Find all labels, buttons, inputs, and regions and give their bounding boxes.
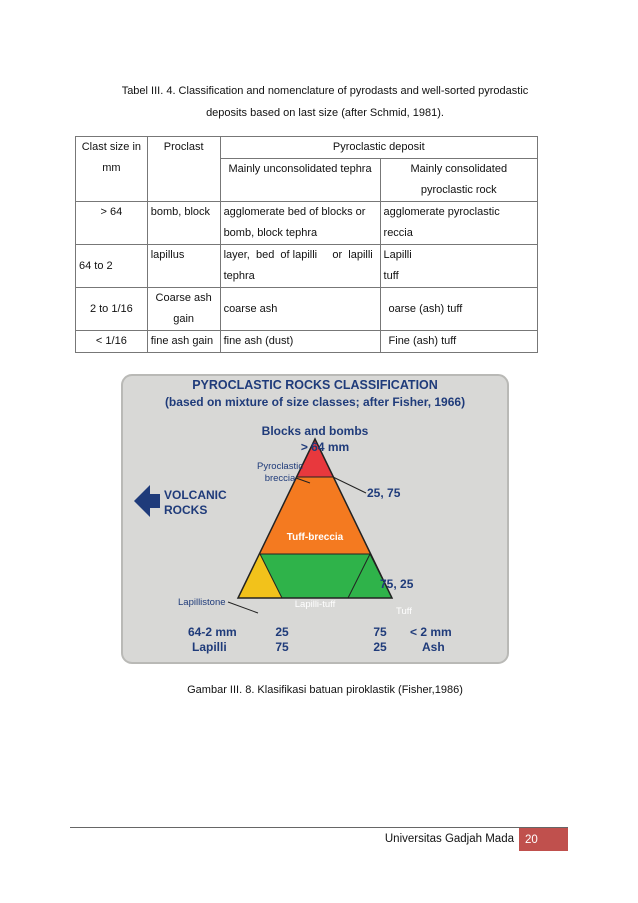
bottom-25-left: 25 bbox=[275, 625, 289, 639]
lapilli-label: Lapilli bbox=[192, 640, 227, 654]
cell-size: 64 to 2 bbox=[76, 245, 148, 288]
table-row bbox=[76, 288, 538, 331]
ash-size-label: < 2 mm bbox=[410, 625, 452, 639]
cell-size: < 1/16 bbox=[76, 331, 148, 353]
table-row bbox=[76, 202, 538, 245]
table-caption-line2: deposits based on last size (after Schmid, 1981). bbox=[206, 107, 444, 119]
cell-consolidated: oarse (ash) tuff bbox=[380, 288, 537, 331]
rocks-label: ROCKS bbox=[164, 503, 208, 517]
point-25-75: 25, 75 bbox=[367, 486, 401, 500]
cell-consolidated: Fine (ash) tuff bbox=[380, 331, 537, 353]
page-number: 20 bbox=[519, 828, 568, 851]
table-caption-line1: Tabel III. 4. Classification and nomenclature of pyrodasts and well-sorted pyrodastic bbox=[121, 85, 529, 97]
table-row bbox=[76, 331, 538, 353]
table-caption bbox=[70, 80, 580, 124]
header-proclast: Proclast bbox=[147, 137, 220, 202]
figure-svg bbox=[120, 373, 510, 665]
apex-size-label: > 64 mm bbox=[300, 440, 350, 454]
cell-proclast: Coarse ash gain bbox=[147, 288, 220, 331]
lapillistone-label: Lapillistone bbox=[178, 597, 226, 608]
apex-label: Blocks and bombs bbox=[261, 424, 369, 438]
cell-unconsolidated: fine ash (dust) bbox=[220, 331, 380, 353]
cell-consolidated: agglomerate pyroclastic reccia bbox=[380, 202, 537, 245]
pyroclastic-classification-figure bbox=[120, 373, 510, 665]
lapilli-tuff-label: Lapilli-tuff bbox=[294, 599, 336, 610]
cell-size: 2 to 1/16 bbox=[76, 288, 148, 331]
bottom-75-left: 75 bbox=[275, 640, 289, 654]
tuff-breccia-label: Tuff-breccia bbox=[286, 532, 344, 543]
header-unconsolidated: Mainly unconsolidated tephra bbox=[220, 159, 380, 202]
table-header-row bbox=[76, 137, 538, 159]
classification-table bbox=[75, 136, 538, 353]
bottom-75-right: 75 bbox=[373, 625, 387, 639]
volcanic-label: VOLCANIC bbox=[164, 488, 227, 502]
cell-proclast: bomb, block bbox=[147, 202, 220, 245]
cell-consolidated: Lapilli tuff bbox=[380, 245, 537, 288]
footer-divider bbox=[70, 827, 568, 828]
cell-unconsolidated: coarse ash bbox=[220, 288, 380, 331]
cell-unconsolidated: layer, bed of lapilli or lapilli tephra bbox=[220, 245, 380, 288]
figure-caption: Gambar III. 8. Klasifikasi batuan piroklastik (Fisher,1986) bbox=[187, 684, 463, 696]
header-pyroclastic-deposit: Pyroclastic deposit bbox=[220, 137, 537, 159]
footer-university: Universitas Gadjah Mada bbox=[384, 833, 514, 845]
breccia-label-2: breccia bbox=[264, 473, 296, 484]
figure-title: PYROCLASTIC ROCKS CLASSIFICATION bbox=[192, 378, 438, 392]
table-row bbox=[76, 245, 538, 288]
cell-proclast: fine ash gain bbox=[147, 331, 220, 353]
lapilli-size-label: 64-2 mm bbox=[188, 625, 237, 639]
bottom-25-right: 25 bbox=[373, 640, 387, 654]
ash-label: Ash bbox=[422, 640, 445, 654]
figure-subtitle: (based on mixture of size classes; after Fisher, 1966) bbox=[164, 395, 466, 409]
breccia-label: Pyroclastic bbox=[257, 461, 303, 472]
cell-proclast: lapillus bbox=[147, 245, 220, 288]
point-75-25: 75, 25 bbox=[380, 577, 414, 591]
cell-unconsolidated: agglomerate bed of blocks or bomb, block tephra bbox=[220, 202, 380, 245]
tuff-label: Tuff bbox=[396, 606, 412, 617]
header-consolidated: Mainly consolidated pyroclastic rock bbox=[380, 159, 537, 202]
header-clast-size: Clast size in mm bbox=[76, 137, 148, 202]
cell-size: > 64 bbox=[76, 202, 148, 245]
